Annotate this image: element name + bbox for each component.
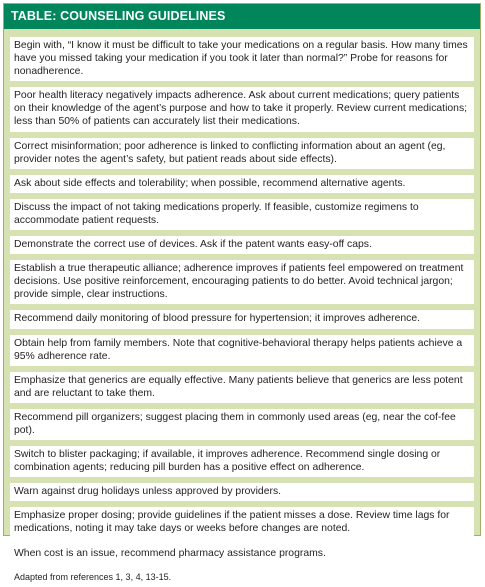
guideline-row: Switch to blister packaging; if available, it improves adherence. Recommend single dosing or combination agents; reducing pill burden has a positive effect on adherence. xyxy=(10,446,474,477)
guideline-row: Correct misinformation; poor adherence is linked to conflicting information about an agent (eg, provider notes the agent’s safety, but patient reads about side effects). xyxy=(10,138,474,169)
guideline-row: Discuss the impact of not taking medications properly. If feasible, customize regimens to accommodate patient requests. xyxy=(10,199,474,230)
guideline-row: Emphasize that generics are equally effective. Many patients believe that generics are less potent and are reluctant to take them. xyxy=(10,372,474,403)
guideline-row: Obtain help from family members. Note that cognitive-behavioral therapy helps patients achieve a 95% adherence rate. xyxy=(10,335,474,366)
table-footnote: Adapted from references 1, 3, 4, 13-15. xyxy=(10,569,474,587)
guideline-row: Establish a true therapeutic alliance; adherence improves if patients feel empowered on treatment decisions. Use positive reinforcement, encouraging patients to do better. Avoid technical jargon; provide simple, clear instructions. xyxy=(10,260,474,304)
table-title: TABLE: COUNSELING GUIDELINES xyxy=(4,4,480,29)
guideline-row: When cost is an issue, recommend pharmacy assistance programs. xyxy=(10,545,474,563)
guideline-row: Ask about side effects and tolerability; when possible, recommend alternative agents. xyxy=(10,175,474,193)
guideline-rows xyxy=(10,37,474,587)
guideline-row: Begin with, “I know it must be difficult to take your medications on a regular basis. How many times have you missed taking your medication if you took it later than normal?” Probe for reasons for nonadherence. xyxy=(10,37,474,81)
guideline-row: Recommend daily monitoring of blood pressure for hypertension; it improves adherence. xyxy=(10,310,474,328)
guideline-row: Demonstrate the correct use of devices. Ask if the patent wants easy-off caps. xyxy=(10,236,474,254)
counseling-guidelines-table xyxy=(3,3,481,582)
guideline-row: Recommend pill organizers; suggest placing them in commonly used areas (eg, near the cof-fee pot). xyxy=(10,409,474,440)
guideline-row: Emphasize proper dosing; provide guidelines if the patient misses a dose. Review time lags for medications, noting it may take days or weeks before changes are noted. xyxy=(10,507,474,538)
guideline-row: Warn against drug holidays unless approved by providers. xyxy=(10,483,474,501)
guideline-row: Poor health literacy negatively impacts adherence. Ask about current medications; query patients on their knowledge of the agent’s purpose and how to take it properly. Review current medications; less than 50% of patients can accurately list their medications. xyxy=(10,87,474,131)
